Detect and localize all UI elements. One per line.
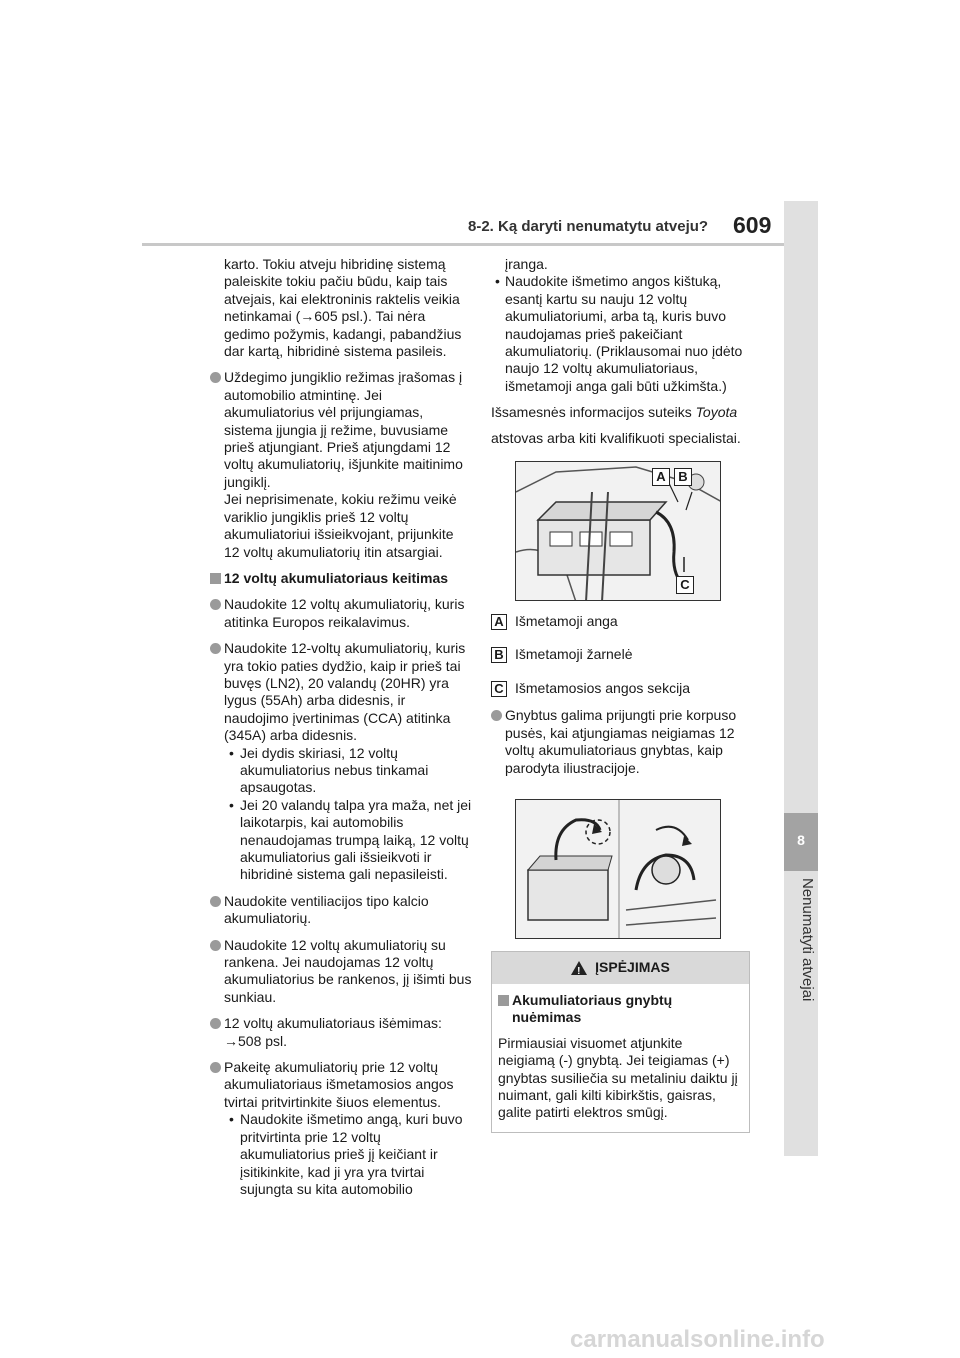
sub-plug <box>491 273 761 395</box>
bullet-removal <box>210 1015 472 1050</box>
terminal-drawing <box>516 800 721 939</box>
sub-bullet-mark: • <box>229 744 234 761</box>
sub-plug-text: Naudokite išmetimo angos kištuką, esantį kartu su nauju 12 voltų akumuliatoriumi, arba tą, kuris buvo naudojamas prieš pakeičiant akumuliatorių. (Priklausomai nuo įdėto naujo 12 voltų akumuliatoriaus, išmetamoji anga gali būti užkimšta.) <box>505 273 743 394</box>
bullet-europe-text: Naudokite 12 voltų akumuliatorių, kuris atitinka Europos reikalavimus. <box>224 596 465 630</box>
bullet-dot-icon <box>210 643 221 654</box>
figure-label-a: A <box>652 468 670 486</box>
square-bullet-icon <box>210 573 221 584</box>
sub-size-2-text: Jei 20 valandų talpa yra maža, net jei laikotarpis, kai automobilis nenaudojamas trumpą laiką, 12 voltų akumuliatorius gali išsieikvoti ir hibridinė sistema gali nepasileisti. <box>240 796 472 883</box>
sub-bullet-mark: • <box>495 273 500 290</box>
bullet-ignition <box>210 369 472 560</box>
legend-row-a <box>491 613 761 630</box>
bullet-dot-icon <box>210 940 221 951</box>
sub-size-2 <box>210 797 472 884</box>
warning-title: ĮSPĖJIMAS <box>595 959 670 976</box>
bullet-size-text: Naudokite 12-voltų akumuliatorių, kuris yra tokio paties dydžio, kaip ir prieš tai buvęs (LN2), 20 valandų (20HR) yra lygus (55Ah) arba didesnis, ir naudojimo įvertinimas (CCA) atitinka (345A) arba didesnis. <box>224 640 466 744</box>
bullet-dot-icon <box>491 710 502 721</box>
warning-subhead <box>498 992 741 1027</box>
figure-label-b: B <box>674 468 692 486</box>
info-line-1 <box>491 404 761 421</box>
left-column <box>210 256 472 1198</box>
bullet-dot-icon <box>210 599 221 610</box>
legend-text-b: Išmetamoji žarnelė <box>515 646 633 663</box>
battery-vent-illustration <box>515 461 721 601</box>
sub-size-1-text: Jei dydis skiriasi, 12 voltų akumuliatorius nebus tinkamai apsaugotas. <box>240 744 429 796</box>
bullet-dot-icon <box>210 372 221 383</box>
warning-body-text: Pirmiausiai visuomet atjunkite neigiamą (-) gnybtą. Jei teigiamas (+) gnybtas susiliečia su metaliniu daiktu jį nuimant, gali kilti kibirkštis, gaisras, galite patirti elektros smūgį. <box>498 1034 738 1121</box>
bullet-terminals-text: Gnybtus galima prijungti prie korpuso pusės, kai atjungiamas neigiamas 12 voltų akumuliatoriaus gnybtas, kaip parodyta iliustracijoje. <box>505 707 737 776</box>
continuation-text: įranga. <box>505 256 548 272</box>
legend-row-b <box>491 646 761 663</box>
warning-triangle-icon <box>571 961 587 975</box>
terminal-illustration <box>515 799 721 939</box>
sub-bullet-mark: • <box>229 796 234 813</box>
bullet-dot-icon <box>210 1062 221 1073</box>
bullet-ignition-extra: Jei neprisimenate, kokiu režimu veikė variklio jungiklis prieš 12 voltų akumuliatoriui išsieikvojant, prijunkite 12 voltų akumuliatorių itin atsargiai. <box>224 491 457 560</box>
header-rule <box>142 243 784 246</box>
intro-paragraph: karto. Tokiu atveju hibridinę sistemą paleiskite tokiu pačiu būdu, kaip tais atvejais, kai elektroninis raktelis veikia netinkamai (→605 psl.). Tai nėra gedimo požymis, kadangi, pabandžius dar kartą, hibridinė sistema pasileis. <box>224 256 462 360</box>
bullet-secure <box>210 1059 472 1111</box>
info-line-2: atstovas arba kiti kvalifikuoti specialistai. <box>491 429 741 446</box>
sub-secure-1 <box>210 1111 472 1198</box>
bullet-handle-text: Naudokite 12 voltų akumuliatorių su rankena. Jei naudojamas 12 voltų akumuliatorius be rankenos, jį išimti bus sunkiau. <box>224 936 472 1005</box>
right-column <box>491 256 761 1133</box>
chapter-title: Nenumatyti atvejai <box>799 878 816 1002</box>
bullet-terminals <box>491 707 761 777</box>
bullet-ignition-text: Uždegimo jungiklio režimas įrašomas į automobilio atmintinę. Jei akumuliatorius vėl prijungiamas, sistema įjungia jį režime, buvusiame prieš atjungiant. Prieš atjungdami 12 voltų akumuliatorių, išjunkite maitinimo jungiklį. <box>224 369 463 490</box>
bullet-removal-text: 12 voltų akumuliatoriaus išėmimas: →508 psl. <box>224 1015 442 1049</box>
sub-secure-1-text: Naudokite išmetimo angą, kuri buvo pritvirtinta prie 12 voltų akumuliatorius prieš jį keičiant ir įsitikinkite, kad ji yra yra tvirtai sujungta su kita automobilio <box>240 1111 463 1197</box>
bullet-handle <box>210 937 472 1007</box>
bullet-calcium-text: Naudokite ventiliacijos tipo kalcio akumuliatorių. <box>224 892 429 927</box>
bullet-europe <box>210 596 472 631</box>
bullet-size <box>210 640 472 744</box>
warning-box <box>491 951 750 1133</box>
page-number: 609 <box>733 212 772 238</box>
square-bullet-icon <box>498 995 509 1006</box>
chapter-number: 8 <box>797 832 805 848</box>
subhead-replacement-text: 12 voltų akumuliatoriaus keitimas <box>224 569 449 586</box>
sub-size-1 <box>210 745 472 797</box>
bullet-calcium <box>210 893 472 928</box>
legend-letter-a: A <box>491 614 507 630</box>
legend-letter-c: C <box>491 681 507 697</box>
legend-row-c <box>491 680 761 697</box>
section-title: 8-2. Ką daryti nenumatytu atveju? <box>468 218 709 235</box>
info-line-1-prefix: Išsamesnės informacijos suteiks <box>491 404 696 421</box>
legend-text-a: Išmetamoji anga <box>515 613 618 630</box>
warning-subhead-text: Akumuliatoriaus gnybtų nuėmimas <box>512 991 673 1026</box>
bullet-dot-icon <box>210 1018 221 1029</box>
bullet-dot-icon <box>210 896 221 907</box>
bullet-secure-text: Pakeitę akumuliatorių prie 12 voltų akumuliatoriaus išmetamosios angos tvirtai pritvirtinkite šiuos elementus. <box>224 1059 454 1110</box>
figure-label-c: C <box>676 576 694 594</box>
warning-body <box>492 984 749 1132</box>
sub-bullet-mark: • <box>229 1111 234 1128</box>
brand-name: Toyota <box>695 404 738 421</box>
subhead-replacement <box>210 570 472 587</box>
legend-text-c: Išmetamosios angos sekcija <box>515 679 691 696</box>
legend-letter-b: B <box>491 647 507 663</box>
warning-header <box>492 952 749 984</box>
watermark: carmanualsonline.info <box>570 1326 825 1353</box>
